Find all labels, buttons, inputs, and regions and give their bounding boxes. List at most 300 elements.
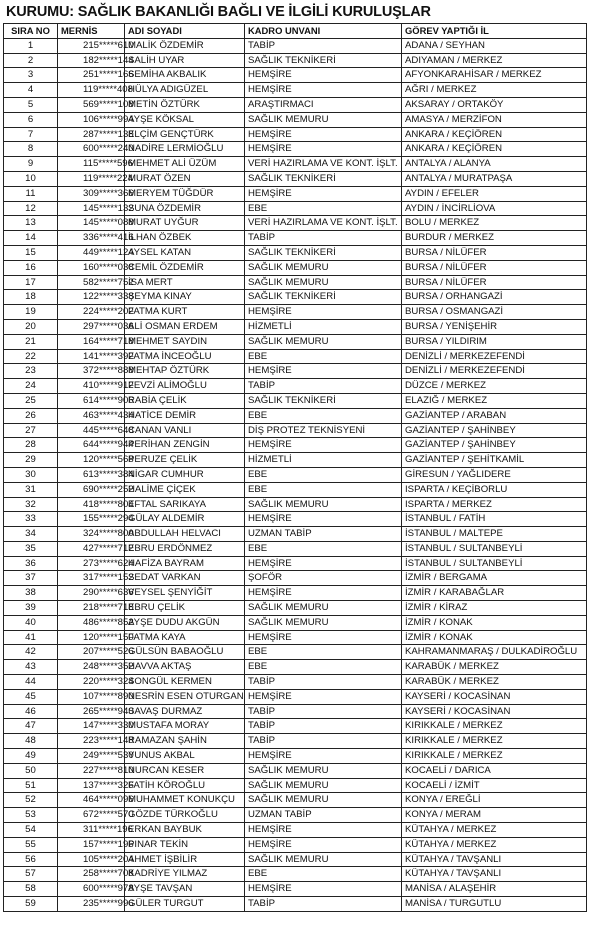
cell-gorev-yaptigi-il: KARABÜK / MERKEZ [402,660,587,675]
cell-mernis: 463*****434 [58,408,125,423]
cell-adi-soyadi: AYŞE KÖKSAL [125,112,245,127]
cell-sira-no: 21 [4,334,58,349]
cell-sira-no: 26 [4,408,58,423]
cell-mernis: 486*****852 [58,615,125,630]
table-row [4,497,587,512]
cell-mernis: 218*****718 [58,601,125,616]
table-row [4,393,587,408]
cell-mernis: 372*****888 [58,364,125,379]
cell-adi-soyadi: PERİHAN ZENGİN [125,438,245,453]
cell-mernis: 336*****416 [58,231,125,246]
cell-kadro-unvani: EBE [245,541,402,556]
cell-mernis: 227*****810 [58,763,125,778]
cell-kadro-unvani: SAĞLIK MEMURU [245,260,402,275]
cell-adi-soyadi: CANAN VANLI [125,423,245,438]
table-header-row [4,24,587,39]
cell-gorev-yaptigi-il: GAZİANTEP / ŞAHİNBEY [402,423,587,438]
cell-kadro-unvani: TABİP [245,675,402,690]
cell-adi-soyadi: VEYSEL ŞENYİĞİT [125,586,245,601]
cell-adi-soyadi: SUNA ÖZDEMİR [125,201,245,216]
cell-gorev-yaptigi-il: GAZİANTEP / ŞEHİTKAMİL [402,453,587,468]
table-row [4,157,587,172]
cell-sira-no: 46 [4,704,58,719]
cell-adi-soyadi: İSA MERT [125,275,245,290]
cell-kadro-unvani: HEMŞİRE [245,68,402,83]
cell-mernis: 215*****610 [58,38,125,53]
cell-gorev-yaptigi-il: İZMİR / KONAK [402,615,587,630]
table-row [4,660,587,675]
cell-adi-soyadi: YUNUS AKBAL [125,749,245,764]
table-row [4,571,587,586]
table-row [4,97,587,112]
cell-kadro-unvani: EBE [245,645,402,660]
cell-mernis: 105*****204 [58,852,125,867]
cell-mernis: 613*****384 [58,467,125,482]
cell-kadro-unvani: VERİ HAZIRLAMA VE KONT. İŞLT. [245,216,402,231]
cell-adi-soyadi: ABDULLAH HELVACI [125,527,245,542]
cell-mernis: 672*****570 [58,808,125,823]
cell-sira-no: 7 [4,127,58,142]
cell-sira-no: 20 [4,319,58,334]
cell-mernis: 418*****804 [58,497,125,512]
cell-adi-soyadi: SEMİHA AKBALIK [125,68,245,83]
cell-gorev-yaptigi-il: GAZİANTEP / ARABAN [402,408,587,423]
cell-gorev-yaptigi-il: ELAZIĞ / MERKEZ [402,393,587,408]
cell-gorev-yaptigi-il: AKSARAY / ORTAKÖY [402,97,587,112]
cell-gorev-yaptigi-il: İZMİR / KARABAĞLAR [402,586,587,601]
cell-mernis: 410*****912 [58,379,125,394]
cell-adi-soyadi: RABİA ÇELİK [125,393,245,408]
table-row [4,615,587,630]
cell-sira-no: 4 [4,83,58,98]
cell-sira-no: 19 [4,305,58,320]
cell-gorev-yaptigi-il: İSTANBUL / FATİH [402,512,587,527]
cell-mernis: 147*****330 [58,719,125,734]
cell-sira-no: 29 [4,453,58,468]
cell-mernis: 122*****338 [58,290,125,305]
cell-sira-no: 11 [4,186,58,201]
cell-adi-soyadi: FATİH KÖROĞLU [125,778,245,793]
cell-kadro-unvani: HİZMETLİ [245,453,402,468]
cell-kadro-unvani: SAĞLIK TEKNİKERİ [245,393,402,408]
cell-sira-no: 49 [4,749,58,764]
header-kadro-unvani: KADRO UNVANI [245,24,402,39]
cell-kadro-unvani: HEMŞİRE [245,749,402,764]
table-row [4,231,587,246]
table-row [4,438,587,453]
table-row [4,349,587,364]
cell-kadro-unvani: HEMŞİRE [245,438,402,453]
table-row [4,201,587,216]
cell-gorev-yaptigi-il: KONYA / EREĞLİ [402,793,587,808]
table-row [4,290,587,305]
cell-adi-soyadi: HAFİZA BAYRAM [125,556,245,571]
table-row [4,319,587,334]
cell-kadro-unvani: HEMŞİRE [245,689,402,704]
cell-mernis: 157*****196 [58,837,125,852]
table-row [4,334,587,349]
cell-adi-soyadi: MERYEM TÜĞDÜR [125,186,245,201]
cell-sira-no: 33 [4,512,58,527]
cell-sira-no: 32 [4,497,58,512]
cell-gorev-yaptigi-il: ADIYAMAN / MERKEZ [402,53,587,68]
cell-sira-no: 48 [4,734,58,749]
cell-gorev-yaptigi-il: ISPARTA / KEÇİBORLU [402,482,587,497]
cell-adi-soyadi: MUSTAFA MORAY [125,719,245,734]
cell-gorev-yaptigi-il: BURSA / YILDIRIM [402,334,587,349]
cell-mernis: 251*****166 [58,68,125,83]
cell-adi-soyadi: EFTAL SARIKAYA [125,497,245,512]
table-row [4,453,587,468]
cell-mernis: 258*****708 [58,867,125,882]
cell-adi-soyadi: MEHMET SAYDIN [125,334,245,349]
table-row [4,467,587,482]
cell-gorev-yaptigi-il: BURSA / OSMANGAZİ [402,305,587,320]
cell-mernis: 324*****800 [58,527,125,542]
table-row [4,852,587,867]
cell-mernis: 107*****890 [58,689,125,704]
cell-gorev-yaptigi-il: KIRIKKALE / MERKEZ [402,734,587,749]
table-row [4,245,587,260]
table-row [4,142,587,157]
cell-gorev-yaptigi-il: DENİZLİ / MERKEZEFENDİ [402,349,587,364]
cell-gorev-yaptigi-il: DÜZCE / MERKEZ [402,379,587,394]
cell-sira-no: 51 [4,778,58,793]
table-row [4,601,587,616]
cell-mernis: 582*****752 [58,275,125,290]
cell-kadro-unvani: TABİP [245,734,402,749]
cell-kadro-unvani: UZMAN TABİP [245,527,402,542]
cell-mernis: 141*****392 [58,349,125,364]
cell-kadro-unvani: EBE [245,660,402,675]
cell-sira-no: 40 [4,615,58,630]
cell-adi-soyadi: GÜLER TURGUT [125,897,245,912]
cell-kadro-unvani: HEMŞİRE [245,142,402,157]
table-row [4,675,587,690]
cell-kadro-unvani: TABİP [245,231,402,246]
cell-mernis: 644*****944 [58,438,125,453]
table-row [4,68,587,83]
cell-gorev-yaptigi-il: KIRIKKALE / MERKEZ [402,719,587,734]
cell-mernis: 273*****624 [58,556,125,571]
cell-mernis: 317*****152 [58,571,125,586]
table-row [4,305,587,320]
cell-sira-no: 5 [4,97,58,112]
cell-sira-no: 28 [4,438,58,453]
cell-sira-no: 27 [4,423,58,438]
cell-gorev-yaptigi-il: İSTANBUL / MALTEPE [402,527,587,542]
cell-kadro-unvani: HİZMETLİ [245,319,402,334]
cell-adi-soyadi: MEHMET ALİ ÜZÜM [125,157,245,172]
cell-kadro-unvani: SAĞLIK MEMURU [245,275,402,290]
document-title: KURUMU: SAĞLIK BAKANLIĞI BAĞLI VE İLGİLİ KURULUŞLAR [6,4,431,20]
cell-kadro-unvani: TABİP [245,719,402,734]
cell-adi-soyadi: SALİH UYAR [125,53,245,68]
cell-gorev-yaptigi-il: KARABÜK / MERKEZ [402,675,587,690]
cell-sira-no: 1 [4,38,58,53]
cell-adi-soyadi: CEMİL ÖZDEMİR [125,260,245,275]
cell-adi-soyadi: EBRU ERDÖNMEZ [125,541,245,556]
cell-adi-soyadi: METİN ÖZTÜRK [125,97,245,112]
cell-gorev-yaptigi-il: AYDIN / EFELER [402,186,587,201]
table-row [4,527,587,542]
cell-adi-soyadi: HATİCE DEMİR [125,408,245,423]
cell-adi-soyadi: HÜLYA ADIGÜZEL [125,83,245,98]
cell-mernis: 600*****240 [58,142,125,157]
cell-mernis: 690*****252 [58,482,125,497]
cell-sira-no: 54 [4,823,58,838]
cell-adi-soyadi: AYSEL KATAN [125,245,245,260]
header-mernis: MERNİS [58,24,125,39]
cell-kadro-unvani: SAĞLIK MEMURU [245,793,402,808]
cell-gorev-yaptigi-il: KONYA / MERAM [402,808,587,823]
cell-adi-soyadi: FATMA İNCEOĞLU [125,349,245,364]
cell-gorev-yaptigi-il: BURSA / NİLÜFER [402,245,587,260]
cell-gorev-yaptigi-il: ANTALYA / MURATPAŞA [402,171,587,186]
cell-adi-soyadi: ŞEYMA KINAY [125,290,245,305]
cell-sira-no: 15 [4,245,58,260]
cell-adi-soyadi: SAVAŞ DURMAZ [125,704,245,719]
cell-sira-no: 58 [4,882,58,897]
cell-mernis: 119*****224 [58,171,125,186]
cell-sira-no: 53 [4,808,58,823]
cell-kadro-unvani: VERİ HAZIRLAMA VE KONT. İŞLT. [245,157,402,172]
table-body [4,38,587,911]
cell-gorev-yaptigi-il: AFYONKARAHİSAR / MERKEZ [402,68,587,83]
cell-adi-soyadi: ERKAN BAYBUK [125,823,245,838]
cell-gorev-yaptigi-il: AMASYA / MERZİFON [402,112,587,127]
cell-adi-soyadi: RAMAZAN ŞAHİN [125,734,245,749]
cell-gorev-yaptigi-il: KOCAELİ / İZMİT [402,778,587,793]
table-row [4,53,587,68]
cell-adi-soyadi: MURAT ÖZEN [125,171,245,186]
cell-mernis: 137*****326 [58,778,125,793]
cell-mernis: 464*****096 [58,793,125,808]
cell-sira-no: 30 [4,467,58,482]
cell-gorev-yaptigi-il: İZMİR / BERGAMA [402,571,587,586]
table-row [4,778,587,793]
table-row [4,260,587,275]
cell-mernis: 287*****138 [58,127,125,142]
table-row [4,897,587,912]
table-row [4,275,587,290]
cell-adi-soyadi: GÜLAY ALDEMİR [125,512,245,527]
cell-mernis: 160*****038 [58,260,125,275]
cell-sira-no: 16 [4,260,58,275]
table-row [4,882,587,897]
cell-gorev-yaptigi-il: BURSA / NİLÜFER [402,260,587,275]
cell-gorev-yaptigi-il: DENİZLİ / MERKEZEFENDİ [402,364,587,379]
cell-kadro-unvani: SAĞLIK MEMURU [245,497,402,512]
table-row [4,704,587,719]
cell-mernis: 145*****088 [58,216,125,231]
cell-adi-soyadi: NESRİN ESEN OTURGAN [125,689,245,704]
cell-gorev-yaptigi-il: KAHRAMANMARAŞ / DULKADİROĞLU [402,645,587,660]
cell-adi-soyadi: ALİ OSMAN ERDEM [125,319,245,334]
cell-sira-no: 45 [4,689,58,704]
cell-kadro-unvani: ARAŞTIRMACI [245,97,402,112]
cell-kadro-unvani: EBE [245,867,402,882]
cell-kadro-unvani: SAĞLIK MEMURU [245,112,402,127]
cell-adi-soyadi: SONGÜL KERMEN [125,675,245,690]
table-row [4,408,587,423]
header-gorev-yaptigi-il: GÖREV YAPTIĞI İL [402,24,587,39]
cell-sira-no: 57 [4,867,58,882]
cell-gorev-yaptigi-il: KÜTAHYA / MERKEZ [402,837,587,852]
cell-sira-no: 6 [4,112,58,127]
cell-mernis: 309*****366 [58,186,125,201]
table-row [4,112,587,127]
cell-adi-soyadi: AYŞE TAVŞAN [125,882,245,897]
cell-gorev-yaptigi-il: BURSA / NİLÜFER [402,275,587,290]
cell-adi-soyadi: GÖZDE TÜRKOĞLU [125,808,245,823]
cell-gorev-yaptigi-il: GİRESUN / YAĞLIDERE [402,467,587,482]
cell-adi-soyadi: NADİRE LERMİOĞLU [125,142,245,157]
cell-kadro-unvani: ŞOFÖR [245,571,402,586]
cell-kadro-unvani: HEMŞİRE [245,364,402,379]
cell-mernis: 155*****294 [58,512,125,527]
cell-sira-no: 55 [4,837,58,852]
cell-mernis: 106*****994 [58,112,125,127]
cell-gorev-yaptigi-il: KÜTAHYA / MERKEZ [402,823,587,838]
cell-gorev-yaptigi-il: MANİSA / ALAŞEHİR [402,882,587,897]
cell-sira-no: 12 [4,201,58,216]
cell-kadro-unvani: SAĞLIK MEMURU [245,334,402,349]
table-row [4,186,587,201]
cell-adi-soyadi: KADRİYE YILMAZ [125,867,245,882]
cell-gorev-yaptigi-il: KIRIKKALE / MERKEZ [402,749,587,764]
cell-mernis: 265*****940 [58,704,125,719]
cell-adi-soyadi: FEVZİ ALİMOĞLU [125,379,245,394]
cell-sira-no: 35 [4,541,58,556]
cell-sira-no: 39 [4,601,58,616]
table-row [4,541,587,556]
cell-sira-no: 42 [4,645,58,660]
cell-mernis: 207*****526 [58,645,125,660]
cell-sira-no: 23 [4,364,58,379]
cell-kadro-unvani: DİŞ PROTEZ TEKNİSYENİ [245,423,402,438]
cell-kadro-unvani: HEMŞİRE [245,837,402,852]
cell-adi-soyadi: İLHAN ÖZBEK [125,231,245,246]
cell-sira-no: 52 [4,793,58,808]
cell-gorev-yaptigi-il: KÜTAHYA / TAVŞANLI [402,852,587,867]
cell-mernis: 115*****596 [58,157,125,172]
table-row [4,749,587,764]
cell-adi-soyadi: NİGAR CUMHUR [125,467,245,482]
table-row [4,808,587,823]
header-sira-no: SIRA NO [4,24,58,39]
cell-sira-no: 3 [4,68,58,83]
table-row [4,38,587,53]
table-row [4,171,587,186]
cell-gorev-yaptigi-il: AĞRI / MERKEZ [402,83,587,98]
cell-sira-no: 10 [4,171,58,186]
cell-gorev-yaptigi-il: İSTANBUL / SULTANBEYLİ [402,556,587,571]
cell-adi-soyadi: HALİME ÇİÇEK [125,482,245,497]
table-row [4,127,587,142]
table-row [4,216,587,231]
cell-kadro-unvani: HEMŞİRE [245,823,402,838]
cell-adi-soyadi: MEHTAP ÖZTÜRK [125,364,245,379]
cell-mernis: 311*****196 [58,823,125,838]
cell-kadro-unvani: HEMŞİRE [245,512,402,527]
cell-kadro-unvani: HEMŞİRE [245,556,402,571]
cell-kadro-unvani: TABİP [245,38,402,53]
cell-mernis: 224*****202 [58,305,125,320]
cell-mernis: 249*****530 [58,749,125,764]
cell-sira-no: 56 [4,852,58,867]
table-row [4,83,587,98]
cell-mernis: 235*****996 [58,897,125,912]
table-row [4,645,587,660]
cell-sira-no: 31 [4,482,58,497]
cell-gorev-yaptigi-il: KAYSERİ / KOCASİNAN [402,689,587,704]
cell-mernis: 600*****978 [58,882,125,897]
table-row [4,364,587,379]
cell-adi-soyadi: MURAT UYĞUR [125,216,245,231]
cell-adi-soyadi: MALİK ÖZDEMİR [125,38,245,53]
cell-gorev-yaptigi-il: KÜTAHYA / TAVŞANLI [402,867,587,882]
cell-kadro-unvani: HEMŞİRE [245,882,402,897]
cell-mernis: 164*****718 [58,334,125,349]
cell-gorev-yaptigi-il: MANİSA / TURGUTLU [402,897,587,912]
cell-sira-no: 59 [4,897,58,912]
cell-kadro-unvani: HEMŞİRE [245,586,402,601]
table-row [4,379,587,394]
cell-sira-no: 18 [4,290,58,305]
cell-gorev-yaptigi-il: GAZİANTEP / ŞAHİNBEY [402,438,587,453]
table-row [4,689,587,704]
cell-gorev-yaptigi-il: ADANA / SEYHAN [402,38,587,53]
cell-adi-soyadi: NURCAN KESER [125,763,245,778]
cell-gorev-yaptigi-il: BURDUR / MERKEZ [402,231,587,246]
cell-mernis: 119*****408 [58,83,125,98]
cell-kadro-unvani: TABİP [245,379,402,394]
cell-mernis: 297*****036 [58,319,125,334]
cell-mernis: 182*****144 [58,53,125,68]
table-row [4,556,587,571]
cell-kadro-unvani: SAĞLIK MEMURU [245,763,402,778]
cell-kadro-unvani: TABİP [245,704,402,719]
cell-gorev-yaptigi-il: ANKARA / KEÇİÖREN [402,142,587,157]
cell-mernis: 614*****906 [58,393,125,408]
cell-adi-soyadi: FATMA KURT [125,305,245,320]
cell-kadro-unvani: HEMŞİRE [245,630,402,645]
cell-mernis: 120*****568 [58,453,125,468]
cell-adi-soyadi: AHMET İŞBİLİR [125,852,245,867]
table-row [4,482,587,497]
table-row [4,734,587,749]
cell-gorev-yaptigi-il: BOLU / MERKEZ [402,216,587,231]
table-row [4,867,587,882]
cell-kadro-unvani: SAĞLIK MEMURU [245,852,402,867]
cell-mernis: 223*****148 [58,734,125,749]
cell-adi-soyadi: AYŞE DUDU AKGÜN [125,615,245,630]
cell-sira-no: 17 [4,275,58,290]
cell-mernis: 569*****108 [58,97,125,112]
cell-sira-no: 24 [4,379,58,394]
table-row [4,823,587,838]
cell-sira-no: 14 [4,231,58,246]
cell-gorev-yaptigi-il: İZMİR / KONAK [402,630,587,645]
cell-kadro-unvani: HEMŞİRE [245,83,402,98]
personnel-table [3,23,587,912]
table-row [4,630,587,645]
cell-gorev-yaptigi-il: KAYSERİ / KOCASİNAN [402,704,587,719]
cell-adi-soyadi: PERUZE ÇELİK [125,453,245,468]
cell-adi-soyadi: EBRU ÇELİK [125,601,245,616]
cell-mernis: 145*****132 [58,201,125,216]
